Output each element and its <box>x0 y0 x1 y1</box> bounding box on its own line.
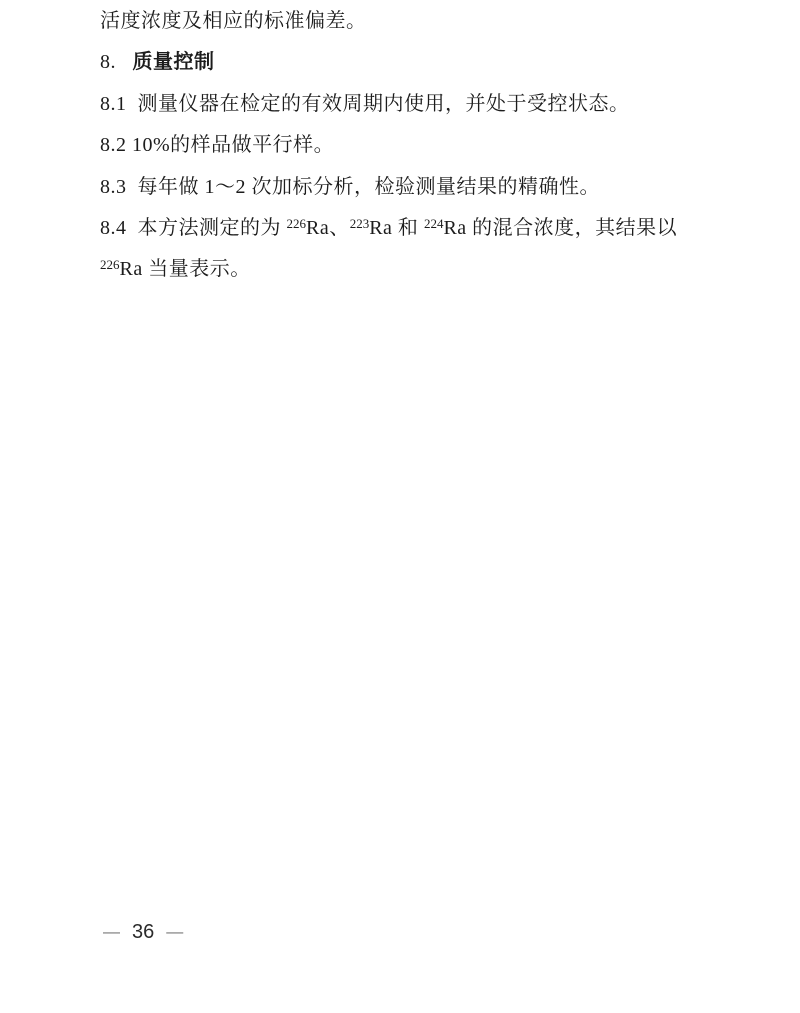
para-8-3: 8.3 每年做 1～2 次加标分析，检验测量结果的精确性。 <box>100 175 600 198</box>
document-text-block <box>100 1 760 291</box>
section-heading-quality-control: 8. 质量控制 <box>100 51 215 74</box>
footer-dash-right: — <box>166 922 184 941</box>
para-8-1: 8.1 测量仪器在检定的有效周期内使用，并处于受控状态。 <box>100 92 630 115</box>
para-8-2: 8.2 10%的样品做平行样。 <box>100 134 335 157</box>
page-footer <box>103 920 183 944</box>
para-8-4-line2: $^{226}$Ra 当量表示。 <box>100 257 251 281</box>
para-intro-continuation: 活度浓度及相应的标准偏差。 <box>100 10 367 32</box>
para-8-4-line1: 8.4 本方法测定的为 $^{226}$Ra、$^{223}$Ra 和 $^{224}$Ra 的混合浓度，其结果以 <box>100 216 678 240</box>
page-number: 36 <box>132 921 155 943</box>
footer-dash-left: — <box>103 922 120 941</box>
